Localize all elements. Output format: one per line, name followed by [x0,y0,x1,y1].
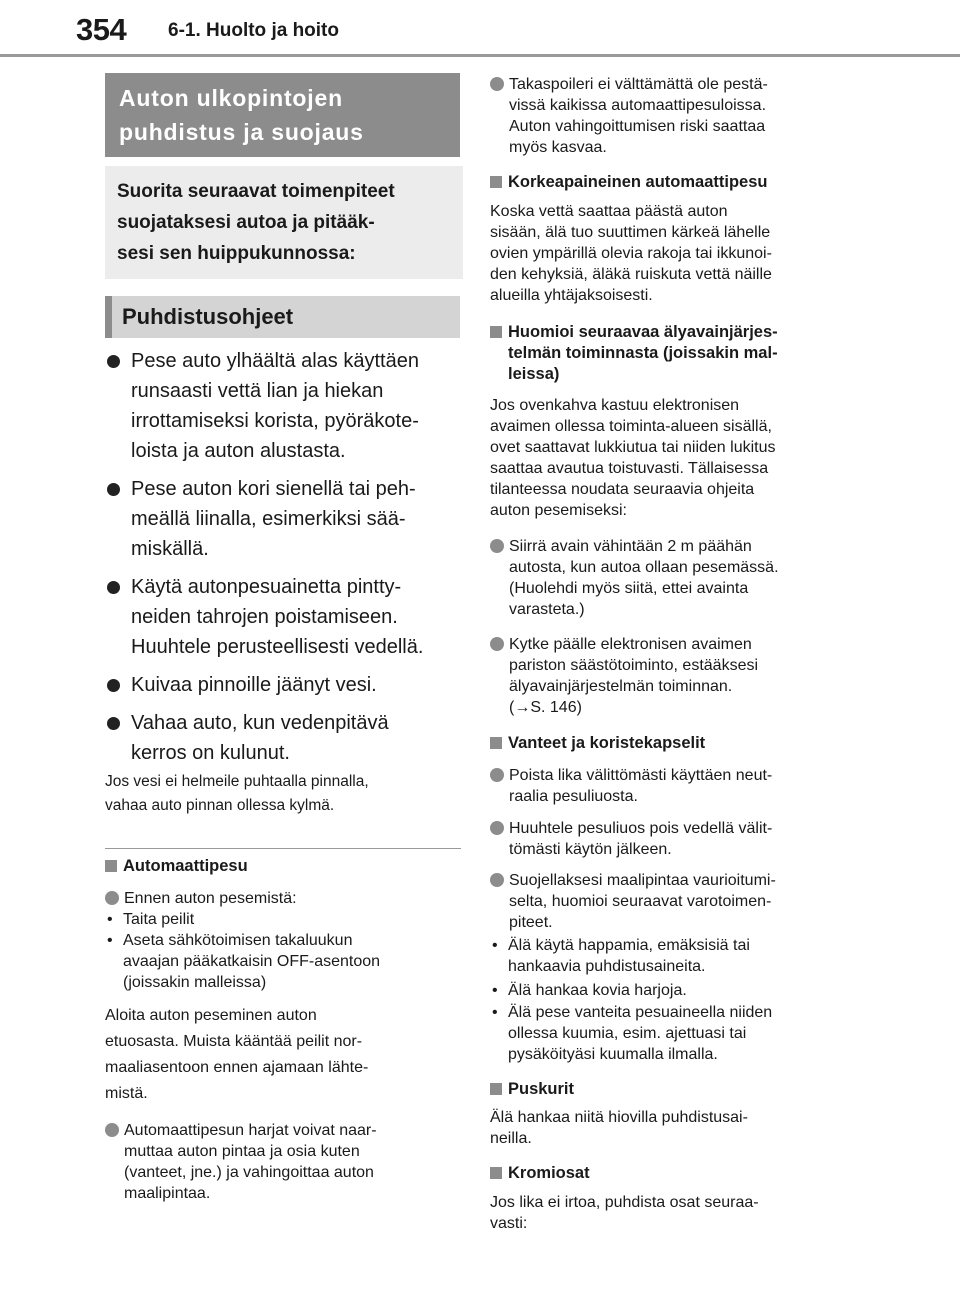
square-bullet-icon [490,1167,502,1179]
auto-wash-heading [105,856,465,877]
text: Huuhtele pesuliuos pois vedellä välit- [509,820,773,837]
text: Älä pese vanteita pesuaineella niiden [508,1004,773,1021]
bullet-icon [107,581,120,594]
auto-wash-paragraph [105,1003,465,1107]
text: (vanteet, jne.) ja vahingoittaa auton [124,1164,374,1181]
page-reference[interactable]: (→S. 146) [509,699,582,716]
text: älyavainjärjestelmän toiminnan. [509,678,733,695]
step-line: irrottamiseksi korista, pyöräkote- [131,410,419,432]
step-line: Pese auto ylhäältä alas käyttäen [131,350,419,372]
text: hankaavia puhdistusaineita. [508,958,706,975]
bullet-icon [107,483,120,496]
text: myös kasvaa. [509,139,607,156]
page-header [0,0,960,58]
bullet-icon: • [492,937,498,954]
text: vasti: [490,1215,528,1232]
text: Takaspoileri ei välttämättä ole pestä- [509,76,768,93]
circle-bullet-icon [490,821,504,835]
bullet-icon: • [107,932,113,949]
text: Taita peilit [123,911,195,928]
text: Aseta sähkötoimisen takaluukun [123,932,353,949]
bumpers-paragraph [490,1107,850,1149]
intro-line: suojataksesi autoa ja pitääk- [117,212,375,233]
text: Poista lika välittömästi käyttäen neut- [509,767,773,784]
text: Koska vettä saattaa päästä auton [490,203,728,220]
bullet-icon [107,355,120,368]
step-line: runsaasti vettä lian ja hiekan [131,380,384,402]
wheels-heading [490,733,850,754]
heading-text: Puskurit [508,1080,575,1098]
text: avaajan pääkatkaisin OFF-asentoon [123,953,381,970]
text: Älä käytä happamia, emäksisiä tai [508,937,750,954]
text: Suojellaksesi maalipintaa vaurioitumi- [509,872,776,889]
text: vissä kaikissa automaattipesuloissa. [509,97,767,114]
list-item [105,474,465,564]
heading-text: Kromiosat [508,1164,590,1182]
subsection-title-box [105,296,460,338]
heading-text: leissa) [508,365,560,383]
text: Aloita auton peseminen auton [105,1007,317,1024]
heading-text: telmän toiminnasta (joissakin mal- [508,344,778,362]
text: muttaa auton pintaa ja osia kuten [124,1143,360,1160]
text: varasteta.) [509,601,585,618]
step-line: Pese auton kori sienellä tai peh- [131,478,416,500]
note-line: Jos vesi ei helmeile puhtaalla pinnalla, [105,773,369,790]
list-item [105,346,465,466]
circle-bullet-icon [105,891,119,905]
square-bullet-icon [105,860,117,872]
circle-bullet-icon [105,1123,119,1137]
circle-bullet-icon [490,539,504,553]
step-line: Huuhtele perusteellisesti vedellä. [131,636,424,658]
list-item [105,572,465,662]
text: Kytke päälle elektronisen avaimen [509,636,752,653]
square-bullet-icon [490,737,502,749]
spoiler-note [490,74,850,158]
text: ollessa kuumia, esim. ajettuasi tai [508,1025,747,1042]
reference-text: S. 146 [530,699,577,716]
chrome-paragraph [490,1192,850,1234]
text: auton pesemiseksi: [490,502,627,519]
text: Auton vahingoittumisen riski saattaa [509,118,766,135]
header-rule [0,54,960,57]
step-line: loista ja auton alustasta. [131,440,346,462]
list-item [490,1002,850,1065]
text: ovien ympärillä olevia rakoja tai ikkunoi- [490,245,772,262]
wax-note [105,770,465,818]
bullet-icon [107,717,120,730]
high-pressure-heading [490,172,850,193]
arrow-right-icon: → [514,699,531,716]
step-line: meällä liinalla, esimerkiksi sää- [131,508,406,530]
chapter-title-line: Auton ulkopintojen [119,85,343,111]
text: avaimen ollessa toiminta-alueen sisällä, [490,418,772,435]
step-line: neiden tahrojen poistamiseen. [131,606,398,628]
list-item [105,909,465,930]
step-line: miskällä. [131,538,209,560]
step-line: kerros on kulunut. [131,742,290,764]
note-line: vahaa auto pinnan ollessa kylmä. [105,797,335,814]
text: piteet. [509,914,553,931]
list-item [105,670,465,700]
square-bullet-icon [490,326,502,338]
circle-bullet-icon [490,873,504,887]
circle-bullet-icon [490,768,504,782]
wheels-item-3 [490,870,850,933]
text: Automaattipesun harjat voivat naar- [124,1122,377,1139]
bumpers-heading [490,1079,850,1100]
chrome-heading [490,1163,850,1184]
text: ovet saattavat lukkiutua tai niiden lukitus [490,439,776,456]
step-line: Vahaa auto, kun vedenpitävä [131,712,389,734]
cleaning-steps-list [105,346,465,776]
chapter-title-line: puhdistus ja suojaus [119,119,364,145]
divider [105,848,461,849]
square-bullet-icon [490,176,502,188]
page-number: 354 [76,12,127,47]
text: tömästi käytön jälkeen. [509,841,672,858]
text: alueilla yhtäjaksoisesti. [490,287,653,304]
circle-bullet-icon [490,77,504,91]
bullet-icon: • [492,1004,498,1021]
intro-line: Suorita seuraavat toimenpiteet [117,181,395,202]
section-title: 6-1. Huolto ja hoito [168,20,339,41]
text: (Huolehdi myös siitä, ettei avainta [509,580,749,597]
heading-text: Vanteet ja koristekapselit [508,734,706,752]
text: pariston säästötoiminto, estääksesi [509,657,759,674]
text: etuosasta. Muista kääntää peilit nor- [105,1033,363,1050]
text: raalia pesuliuosta. [509,788,638,805]
text: autosta, kun autoa ollaan pesemässä. [509,559,779,576]
square-bullet-icon [490,1083,502,1095]
heading-text: Korkeapaineinen automaattipesu [508,173,768,191]
text: Siirrä avain vähintään 2 m päähän [509,538,752,555]
smart-key-paragraph [490,395,850,521]
text: saattaa avautua toistuvasti. Tällaisessa [490,460,769,477]
smart-key-heading [490,322,850,385]
text: sisään, älä tuo suuttimen kärkeä lähelle [490,224,771,241]
text: neilla. [490,1130,532,1147]
heading-text: Huomioi seuraavaa älyavainjärjes- [508,323,778,341]
text: den kehyksiä, äläkä ruiskuta vettä näille [490,266,772,283]
text: Jos lika ei irtoa, puhdista osat seuraa- [490,1194,759,1211]
text: tilanteessa noudata seuraavia ohjeita [490,481,755,498]
bullet-icon [107,679,120,692]
high-pressure-paragraph [490,201,850,306]
bullet-icon: • [492,982,498,999]
text: pysäköityäsi kuumalla ilmalla. [508,1046,718,1063]
text: (joissakin malleissa) [123,974,267,991]
wheels-item-1 [490,765,850,807]
step-line: Kuivaa pinnoille jäänyt vesi. [131,674,377,696]
text: maaliasentoon ennen ajamaan lähte- [105,1059,369,1076]
bullet-icon: • [107,911,113,928]
chapter-title-box [105,73,460,157]
auto-wash-brushes [105,1120,465,1204]
auto-wash-before [105,888,465,909]
list-item [105,930,465,993]
step-line: Käytä autonpesuainetta pintty- [131,576,402,598]
list-item [105,708,465,768]
text: Älä hankaa kovia harjoja. [508,982,687,999]
text: Älä hankaa niitä hiovilla puhdistusai- [490,1109,748,1126]
text: Jos ovenkahva kastuu elektronisen [490,397,740,414]
list-item [490,935,850,977]
circle-bullet-icon [490,637,504,651]
list-item [490,980,850,1001]
text: selta, huomioi seuraavat varotoimen- [509,893,772,910]
text: Ennen auton pesemistä: [124,890,297,907]
text: maalipintaa. [124,1185,211,1202]
intro-line: sesi sen huippukunnossa: [117,243,356,264]
smart-key-item-1 [490,536,850,620]
intro-box [105,166,463,279]
wheels-item-2 [490,818,850,860]
text: mistä. [105,1085,148,1102]
heading-text: Automaattipesu [123,857,248,875]
smart-key-item-2 [490,634,850,718]
subsection-title: Puhdistusohjeet [122,304,294,329]
